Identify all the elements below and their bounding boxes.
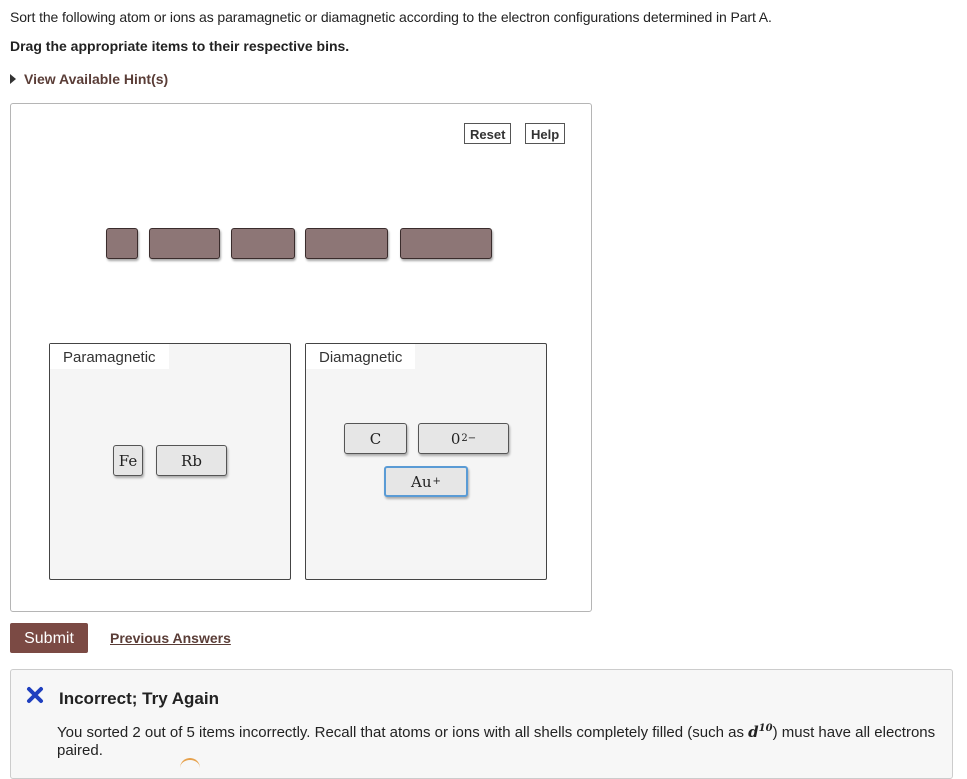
- chip-symbol: 0: [450, 429, 461, 448]
- previous-answers-link[interactable]: Previous Answers: [110, 630, 231, 646]
- view-hints-link[interactable]: [10, 71, 168, 87]
- item-chip-fe[interactable]: [113, 445, 143, 476]
- instruction-text: Sort the following atom or ions as paramagnetic or diamagnetic according to the electron configurations determined in Part A.: [10, 9, 772, 25]
- drag-prompt: Drag the appropriate items to their respective bins.: [10, 38, 350, 54]
- hidden-draggable-item[interactable]: [106, 228, 138, 259]
- chip-symbol: C: [369, 429, 382, 448]
- item-chip-o2[interactable]: 0 2−: [418, 423, 509, 454]
- sorting-panel: [10, 103, 592, 612]
- chip-symbol: Rb: [181, 451, 202, 470]
- reset-button[interactable]: Reset: [464, 123, 511, 144]
- bin-paramagnetic[interactable]: [49, 343, 291, 580]
- chip-symbol: Au: [411, 472, 432, 491]
- hidden-draggable-item[interactable]: [149, 228, 220, 259]
- bin-diamagnetic[interactable]: [305, 343, 547, 580]
- hidden-draggable-item[interactable]: [305, 228, 388, 259]
- chip-symbol: Fe: [118, 451, 138, 470]
- item-chip-rb[interactable]: [156, 445, 227, 476]
- feedback-message: You sorted 2 out of 5 items incorrectly. Recall that atoms or ions with all shells completely filled (such as $d^{10}$) must have all electrons paired.: [57, 723, 936, 759]
- hidden-draggable-item[interactable]: [400, 228, 492, 259]
- x-icon: [25, 685, 45, 705]
- hidden-draggable-item[interactable]: [231, 228, 295, 259]
- bin-label-paramagnetic: Paramagnetic: [50, 344, 169, 369]
- item-chip-au-plus[interactable]: Au +: [384, 466, 468, 497]
- caret-right-icon: [10, 74, 16, 84]
- submit-button[interactable]: Submit: [10, 623, 88, 653]
- bin-label-diamagnetic: Diamagnetic: [306, 344, 415, 369]
- item-chip-c[interactable]: [344, 423, 407, 454]
- view-hints-label: View Available Hint(s): [24, 71, 169, 87]
- help-button[interactable]: Help: [525, 123, 565, 144]
- d10-term: $d^{10}$: [748, 723, 773, 741]
- feedback-title: Incorrect; Try Again: [59, 689, 219, 708]
